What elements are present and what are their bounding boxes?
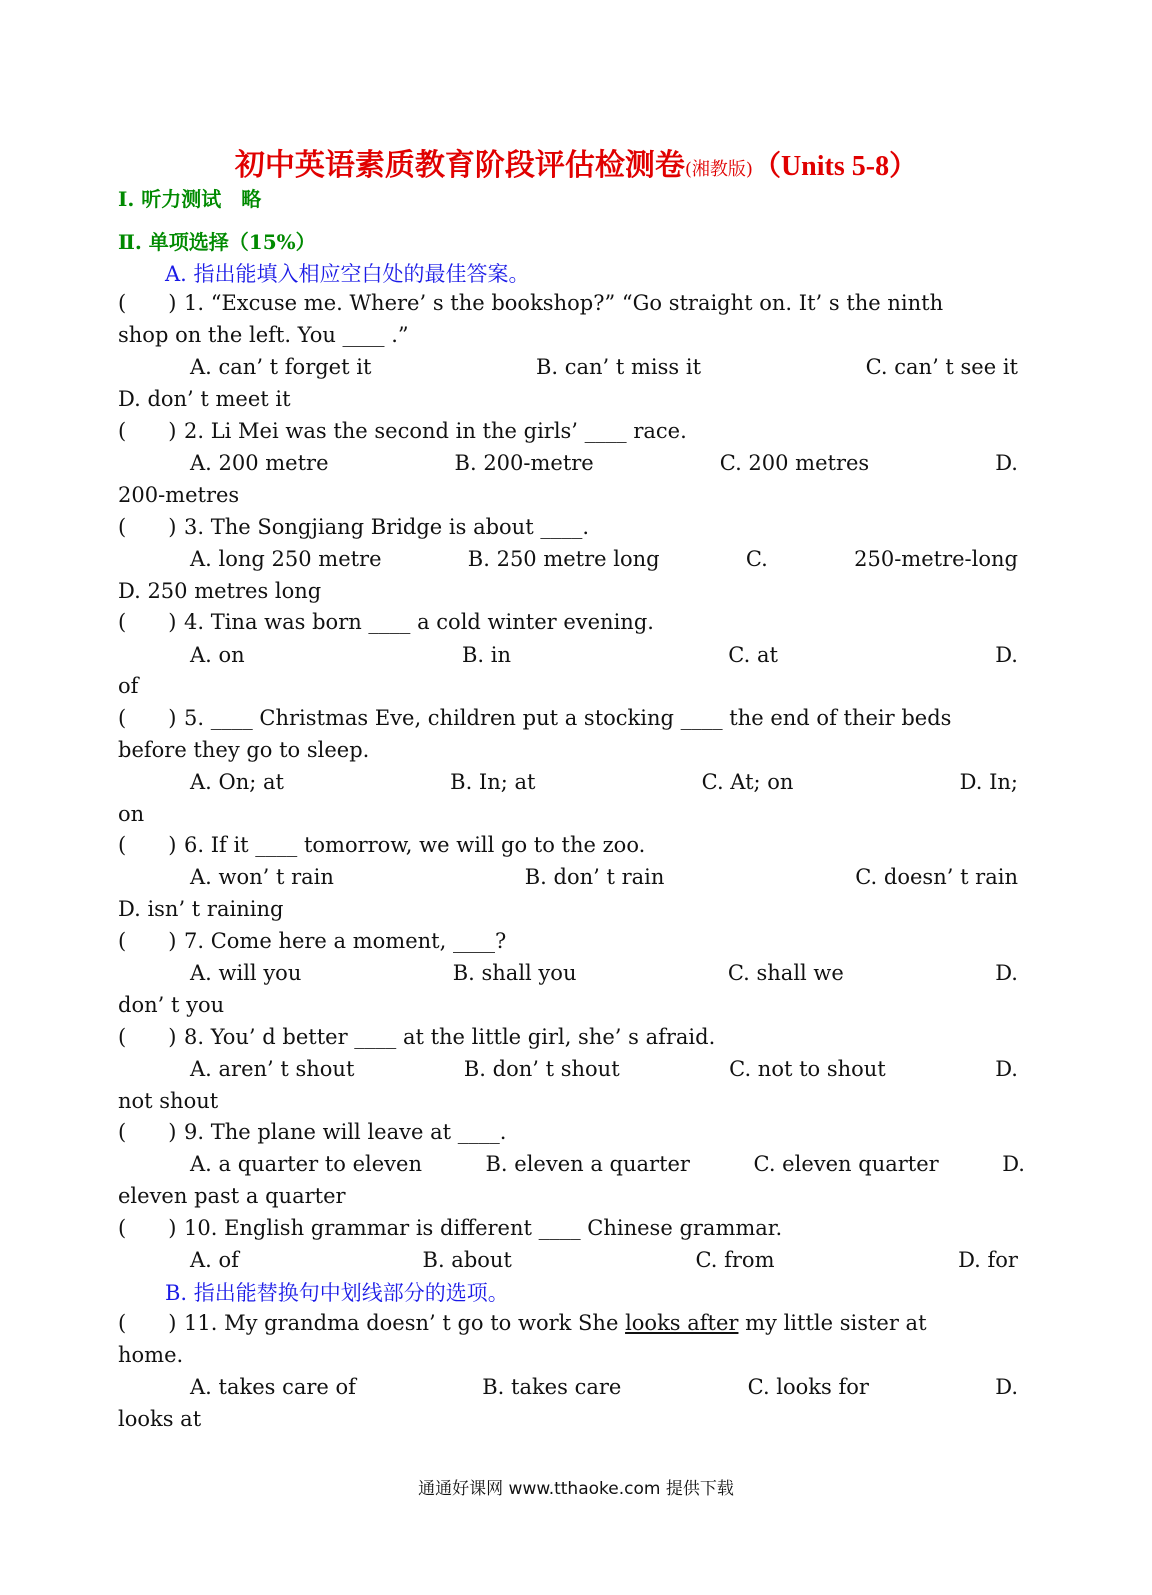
answer-blank[interactable]: ( ) [118, 706, 177, 730]
option-a: A. on [190, 643, 245, 667]
option-d: D. isn’ t raining [118, 897, 284, 921]
question-stem: 11. My grandma doesn’ t go to work She [184, 1311, 626, 1335]
option-b: B. takes care [482, 1375, 622, 1399]
question-stem-end: my little sister at [738, 1311, 927, 1335]
part-b-instruction: B. 指出能替换句中划线部分的选项。 [165, 1281, 509, 1305]
question-5-options [190, 768, 1018, 796]
option-d: D. for [958, 1248, 1018, 1272]
question-11-options [190, 1373, 1018, 1401]
option-c: C. doesn’ t rain [855, 865, 1018, 889]
question-stem: 2. Li Mei was the second in the girls’ ____ race. [184, 419, 687, 443]
answer-blank[interactable]: ( ) [118, 610, 177, 634]
option-d-label: D. [995, 1375, 1018, 1399]
option-d: 200-metres [118, 483, 240, 507]
option-b: B. 250 metre long [467, 547, 660, 571]
option-c: C. at [728, 643, 778, 667]
option-a: A. of [190, 1248, 239, 1272]
option-a: A. a quarter to eleven [190, 1152, 422, 1176]
question-stem: 1. “Excuse me. Where’ s the bookshop?” “Go straight on. It’ s the ninth [184, 291, 944, 315]
option-c: C. not to shout [729, 1057, 886, 1081]
option-b: B. about [422, 1248, 512, 1272]
option-d: D. 250 metres long [118, 579, 322, 603]
question-stem: 3. The Songjiang Bridge is about ____. [184, 515, 589, 539]
answer-blank[interactable]: ( ) [118, 419, 177, 443]
option-c: C. looks for [747, 1375, 869, 1399]
section-single-choice: Ⅱ. 单项选择（15%） [118, 230, 316, 254]
option-a: A. can’ t forget it [190, 355, 372, 379]
answer-blank[interactable]: ( ) [118, 515, 177, 539]
option-a: A. will you [190, 961, 302, 985]
option-c: C. 200 metres [719, 451, 870, 475]
option-d-label: D. In; [959, 770, 1018, 794]
question-2-options [190, 449, 1018, 477]
question-2 [118, 417, 1018, 445]
option-b: B. shall you [452, 961, 577, 985]
option-d: don’ t you [118, 993, 225, 1017]
question-4-options [190, 641, 1018, 669]
question-3-options [190, 545, 1018, 573]
option-b: B. can’ t miss it [535, 355, 702, 379]
question-1-options [190, 353, 1018, 381]
answer-blank[interactable]: ( ) [118, 291, 177, 315]
question-6-options [190, 863, 1018, 891]
option-d: eleven past a quarter [118, 1184, 346, 1208]
answer-blank[interactable]: ( ) [118, 1311, 177, 1335]
option-d: not shout [118, 1089, 219, 1113]
question-7 [118, 927, 1018, 955]
question-3 [118, 513, 1018, 541]
question-6 [118, 831, 1018, 859]
question-9-options [190, 1150, 1025, 1178]
question-10 [118, 1214, 1018, 1242]
question-stem: 10. English grammar is different ____ Chinese grammar. [184, 1216, 783, 1240]
answer-blank[interactable]: ( ) [118, 929, 177, 953]
option-c-label: C. [745, 547, 768, 571]
answer-blank[interactable]: ( ) [118, 1025, 177, 1049]
option-d: of [118, 674, 139, 698]
question-8 [118, 1023, 1018, 1051]
title-main: 初中英语素质教育阶段评估检测卷 [234, 148, 685, 183]
option-c: C. can’ t see it [865, 355, 1018, 379]
option-a: A. aren’ t shout [190, 1057, 355, 1081]
question-stem: 8. You’ d better ____ at the little girl, she’ s afraid. [184, 1025, 716, 1049]
option-c: 250-metre-long [854, 547, 1018, 571]
answer-blank[interactable]: ( ) [118, 1216, 177, 1240]
answer-blank[interactable]: ( ) [118, 1120, 177, 1144]
option-d: D. don’ t meet it [118, 387, 291, 411]
option-b: B. In; at [450, 770, 536, 794]
option-a: A. long 250 metre [190, 547, 382, 571]
option-a: A. takes care of [190, 1375, 356, 1399]
option-d-label: D. [995, 643, 1018, 667]
page-title [0, 140, 1152, 184]
option-a: A. 200 metre [190, 451, 329, 475]
option-d-label: D. [995, 1057, 1018, 1081]
question-4 [118, 608, 1018, 636]
answer-blank[interactable]: ( ) [118, 833, 177, 857]
option-a: A. On; at [190, 770, 284, 794]
question-10-options [190, 1246, 1018, 1274]
question-stem: 5. ____ Christmas Eve, children put a stocking ____ the end of their beds [184, 706, 952, 730]
option-d-label: D. [1002, 1152, 1025, 1176]
part-a-instruction: A. 指出能填入相应空白处的最佳答案。 [165, 262, 530, 286]
question-stem: 4. Tina was born ____ a cold winter evening. [184, 610, 654, 634]
question-stem: 9. The plane will leave at ____. [184, 1120, 507, 1144]
option-b: B. in [461, 643, 511, 667]
option-c: C. from [695, 1248, 775, 1272]
question-stem: 6. If it ____ tomorrow, we will go to the zoo. [184, 833, 646, 857]
question-11-cont: home. [118, 1343, 184, 1367]
option-b: B. don’ t rain [524, 865, 665, 889]
option-b: B. eleven a quarter [485, 1152, 690, 1176]
option-c: C. eleven quarter [753, 1152, 939, 1176]
question-stem: 7. Come here a moment, ____? [184, 929, 507, 953]
question-8-options [190, 1055, 1018, 1083]
underlined-phrase: looks after [625, 1311, 739, 1335]
title-units: （Units 5-8） [752, 151, 918, 182]
option-d-label: D. [995, 451, 1018, 475]
section-listening: Ⅰ. 听力测试 略 [118, 187, 262, 211]
option-b: B. 200-metre [454, 451, 594, 475]
option-d: on [118, 802, 145, 826]
question-9 [118, 1118, 1018, 1146]
question-1 [118, 289, 1018, 317]
question-1-cont: shop on the left. You ____ .” [118, 323, 409, 347]
title-edition: (湘教版) [684, 159, 753, 180]
footer-source: 通通好课网 www.tthaoke.com 提供下载 [418, 1479, 734, 1499]
option-c: C. shall we [727, 961, 844, 985]
question-7-options [190, 959, 1018, 987]
option-a: A. won’ t rain [190, 865, 334, 889]
option-c: C. At; on [701, 770, 794, 794]
option-d: looks at [118, 1407, 202, 1431]
option-b: B. don’ t shout [463, 1057, 620, 1081]
question-5-cont: before they go to sleep. [118, 738, 370, 762]
question-5 [118, 704, 1018, 732]
question-11 [118, 1309, 1018, 1337]
option-d-label: D. [995, 961, 1018, 985]
